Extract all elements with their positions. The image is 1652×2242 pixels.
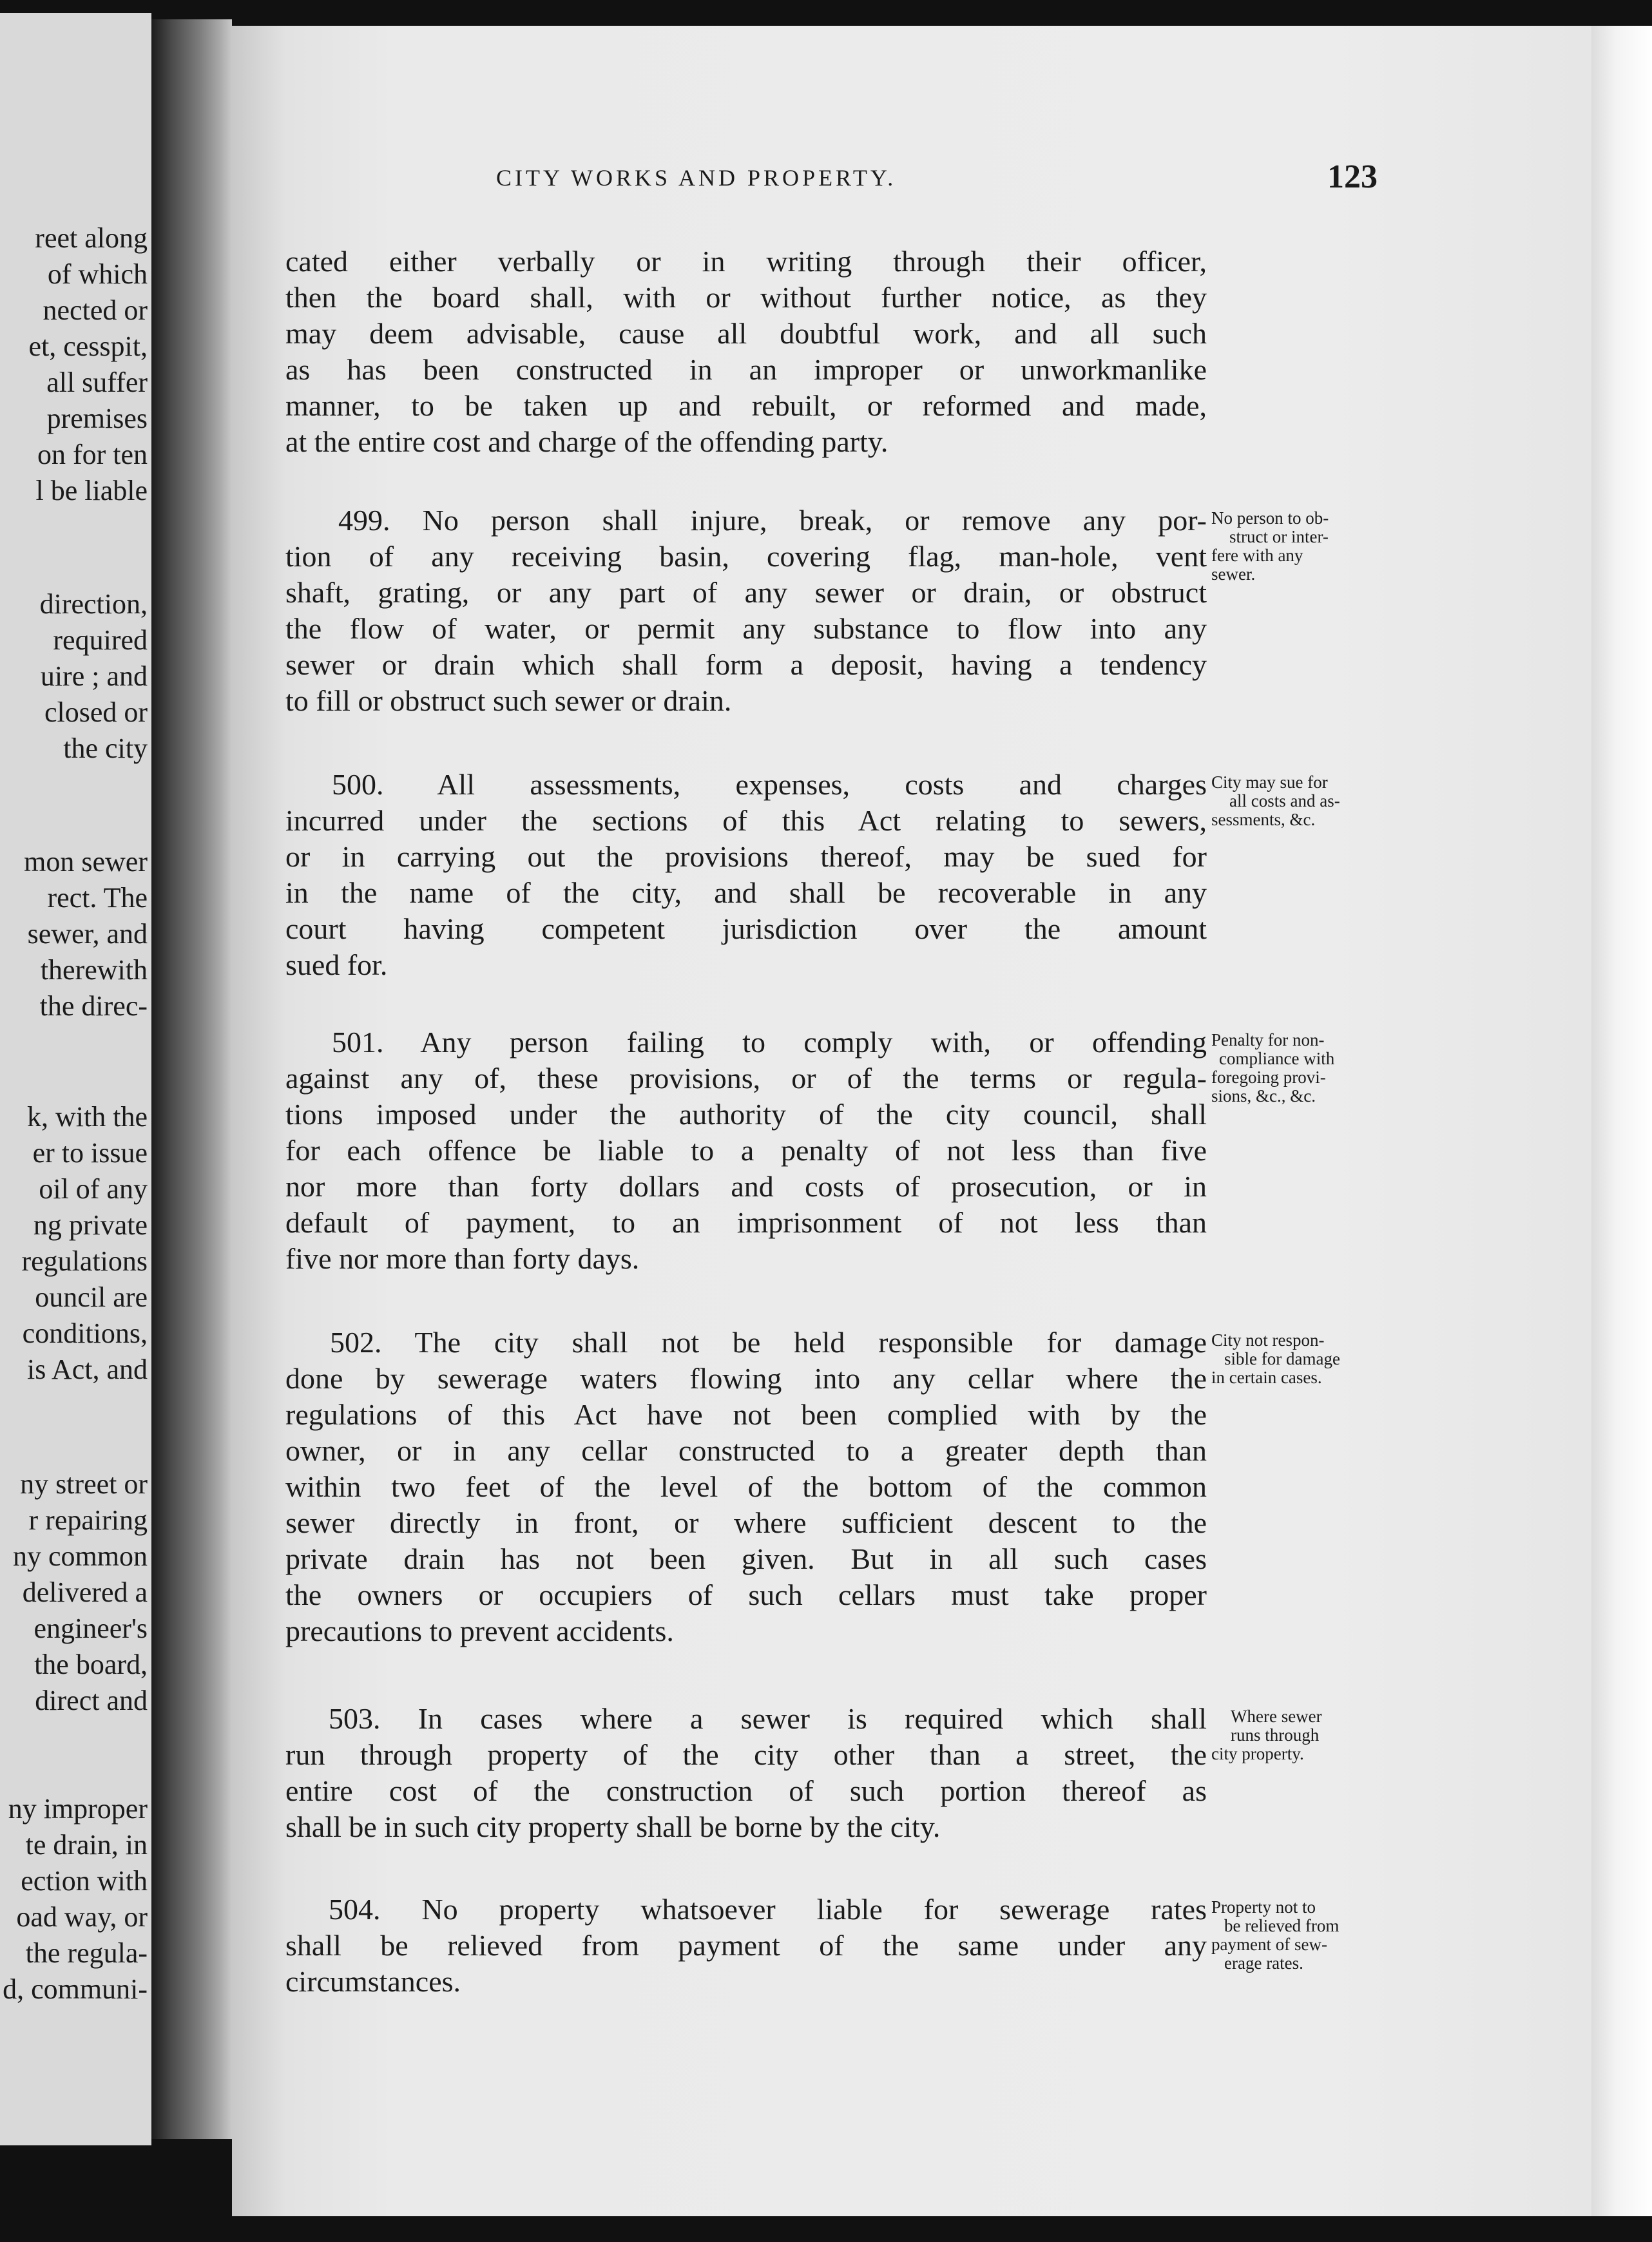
margin-note-501 (1211, 1031, 1385, 1106)
left-page-line: ouncil are (35, 1281, 148, 1313)
page-edge (1591, 26, 1652, 2216)
left-page-line: ng private (33, 1209, 148, 1241)
section-499-line: shaft, grating, or any part of any sewer or drain, or obstruct (285, 576, 1207, 609)
margin-note-line: foregoing provi- (1211, 1068, 1326, 1087)
left-page-line: uire ; and (40, 660, 148, 692)
left-page-line: ny common (13, 1540, 148, 1572)
left-page-line: te drain, in (25, 1829, 148, 1861)
section-500-line: in the name of the city, and shall be recoverable in any (285, 876, 1207, 909)
left-page-line: ny street or (20, 1468, 148, 1500)
left-page-line: mon sewer (24, 846, 148, 877)
margin-note-line: be relieved from (1224, 1916, 1340, 1935)
margin-note-line: City may sue for (1211, 772, 1328, 792)
section-502-line: 502. The city shall not be held responsible for damage (330, 1326, 1207, 1359)
left-page-line: the direc- (39, 990, 148, 1022)
section-499-line: sewer or drain which shall form a deposit, having a tendency (285, 648, 1207, 681)
margin-note-line: erage rates. (1224, 1953, 1303, 1973)
left-page-line: oil of any (39, 1173, 148, 1205)
section-504-line: shall be relieved from payment of the same under any (285, 1929, 1207, 1962)
left-page-line: is Act, and (27, 1354, 148, 1385)
section-501-line: tions imposed under the authority of the city council, shall (285, 1098, 1207, 1131)
body-line: at the entire cost and charge of the offending party. (285, 425, 888, 458)
section-500-line: or in carrying out the provisions thereof, may be sued for (285, 840, 1207, 873)
margin-note-line: sewer. (1211, 564, 1256, 584)
margin-note-502 (1211, 1331, 1385, 1387)
body-line: cated either verbally or in writing through their officer, (285, 245, 1207, 278)
left-page-line: l be liable (35, 475, 148, 506)
body-line: may deem advisable, cause all doubtful work, and all such (285, 317, 1207, 350)
margin-note-500 (1211, 773, 1385, 829)
left-page-line: d, communi- (3, 1973, 148, 2005)
section-500-line: court having competent jurisdiction over the amount (285, 912, 1207, 945)
section-499-line: tion of any receiving basin, covering flag, man-hole, vent (285, 540, 1207, 573)
margin-note-504 (1211, 1898, 1385, 1973)
left-page-line: nected or (43, 294, 148, 326)
margin-note-line: Penalty for non- (1211, 1030, 1325, 1049)
section-503-line: shall be in such city property shall be borne by the city. (285, 1810, 941, 1843)
margin-note-line: struct or inter- (1229, 527, 1329, 546)
left-page-line: ny improper (8, 1793, 148, 1825)
left-page-line: of which (47, 258, 148, 290)
section-500-line: sued for. (285, 948, 388, 981)
left-page-line: et, cesspit, (28, 331, 148, 362)
left-page-line: conditions, (22, 1317, 148, 1349)
section-502-line: sewer directly in front, or where sufficient descent to the (285, 1506, 1207, 1539)
page-number: 123 (1327, 158, 1378, 195)
section-503-line: run through property of the city other than a street, the (285, 1738, 1207, 1771)
left-page-line: r repairing (28, 1504, 148, 1536)
section-503-line: 503. In cases where a sewer is required which shall (329, 1702, 1207, 1735)
left-page-line: closed or (44, 696, 148, 728)
section-501-line: nor more than forty dollars and costs of prosecution, or in (285, 1170, 1207, 1203)
running-head: CITY WORKS AND PROPERTY. (496, 165, 897, 191)
section-502-line: within two feet of the level of the bottom of the common (285, 1470, 1207, 1503)
margin-note-line: sions, &c., &c. (1211, 1086, 1316, 1106)
margin-note-503 (1211, 1707, 1385, 1763)
section-501-line: against any of, these provisions, or of the terms or regula- (285, 1062, 1207, 1095)
left-page-line: reet along (35, 222, 148, 254)
section-502-line: precautions to prevent accidents. (285, 1614, 674, 1647)
body-line: then the board shall, with or without further notice, as they (285, 281, 1207, 314)
left-page-line: er to issue (32, 1137, 148, 1169)
body-line: manner, to be taken up and rebuilt, or reformed and made, (285, 389, 1207, 422)
left-page-line: premises (46, 403, 148, 434)
left-page-line: k, with the (27, 1101, 148, 1133)
left-page-line: regulations (21, 1245, 148, 1277)
left-page-line: all suffer (46, 367, 148, 398)
book-gutter-shadow (151, 19, 232, 2139)
section-501-line: for each offence be liable to a penalty of not less than five (285, 1134, 1207, 1167)
section-503-line: entire cost of the construction of such portion thereof as (285, 1774, 1207, 1807)
left-page-line: direction, (39, 588, 148, 620)
section-500-line: incurred under the sections of this Act relating to sewers, (285, 804, 1207, 837)
section-502-line: owner, or in any cellar constructed to a greater depth than (285, 1434, 1207, 1467)
section-499-line: 499. No person shall injure, break, or remove any por- (338, 504, 1207, 537)
left-page-line: therewith (40, 954, 148, 986)
margin-note-line: runs through (1231, 1725, 1320, 1745)
left-page-line: required (53, 624, 148, 656)
margin-note-line: sessments, &c. (1211, 810, 1316, 829)
left-page-line: on for ten (37, 439, 148, 470)
left-facing-page (0, 13, 151, 2145)
section-502-line: private drain has not been given. But in all such cases (285, 1542, 1207, 1575)
section-501-line: 501. Any person failing to comply with, or offending (332, 1026, 1207, 1059)
left-page-line: oad way, or (16, 1901, 148, 1933)
left-page-line: engineer's (34, 1613, 148, 1644)
margin-note-line: sible for damage (1224, 1349, 1340, 1368)
left-page-line: rect. The (47, 882, 148, 914)
margin-note-line: payment of sew- (1211, 1935, 1327, 1954)
margin-note-line: all costs and as- (1229, 791, 1340, 810)
left-page-line: the city (63, 733, 148, 764)
body-line: as has been constructed in an improper or unworkmanlike (285, 353, 1207, 386)
margin-note-499 (1211, 509, 1385, 584)
section-501-line: default of payment, to an imprisonment of not less than (285, 1206, 1207, 1239)
section-499-line: to fill or obstruct such sewer or drain. (285, 684, 732, 717)
margin-note-line: city property. (1211, 1744, 1304, 1763)
margin-note-line: fere with any (1211, 546, 1303, 565)
section-501-line: five nor more than forty days. (285, 1242, 640, 1275)
left-page-line: ection with (21, 1865, 148, 1897)
margin-note-line: Property not to (1211, 1897, 1316, 1917)
margin-note-line: in certain cases. (1211, 1368, 1322, 1387)
section-504-line: circumstances. (285, 1965, 461, 1998)
section-500-line: 500. All assessments, expenses, costs and charges (332, 768, 1207, 801)
left-page-line: delivered a (22, 1576, 148, 1608)
margin-note-line: City not respon- (1211, 1330, 1325, 1350)
section-502-line: regulations of this Act have not been complied with by the (285, 1398, 1207, 1431)
margin-note-line: Where sewer (1231, 1707, 1322, 1726)
section-502-line: the owners or occupiers of such cellars must take proper (285, 1578, 1207, 1611)
section-499-line: the flow of water, or permit any substance to flow into any (285, 612, 1207, 645)
section-502-line: done by sewerage waters flowing into any cellar where the (285, 1362, 1207, 1395)
left-page-line: direct and (35, 1685, 148, 1716)
section-504-line: 504. No property whatsoever liable for sewerage rates (329, 1893, 1207, 1926)
margin-note-line: compliance with (1219, 1049, 1335, 1068)
margin-note-line: No person to ob- (1211, 508, 1329, 528)
left-page-line: the regula- (25, 1937, 148, 1969)
left-page-line: sewer, and (27, 918, 148, 950)
left-page-line: the board, (34, 1649, 148, 1680)
